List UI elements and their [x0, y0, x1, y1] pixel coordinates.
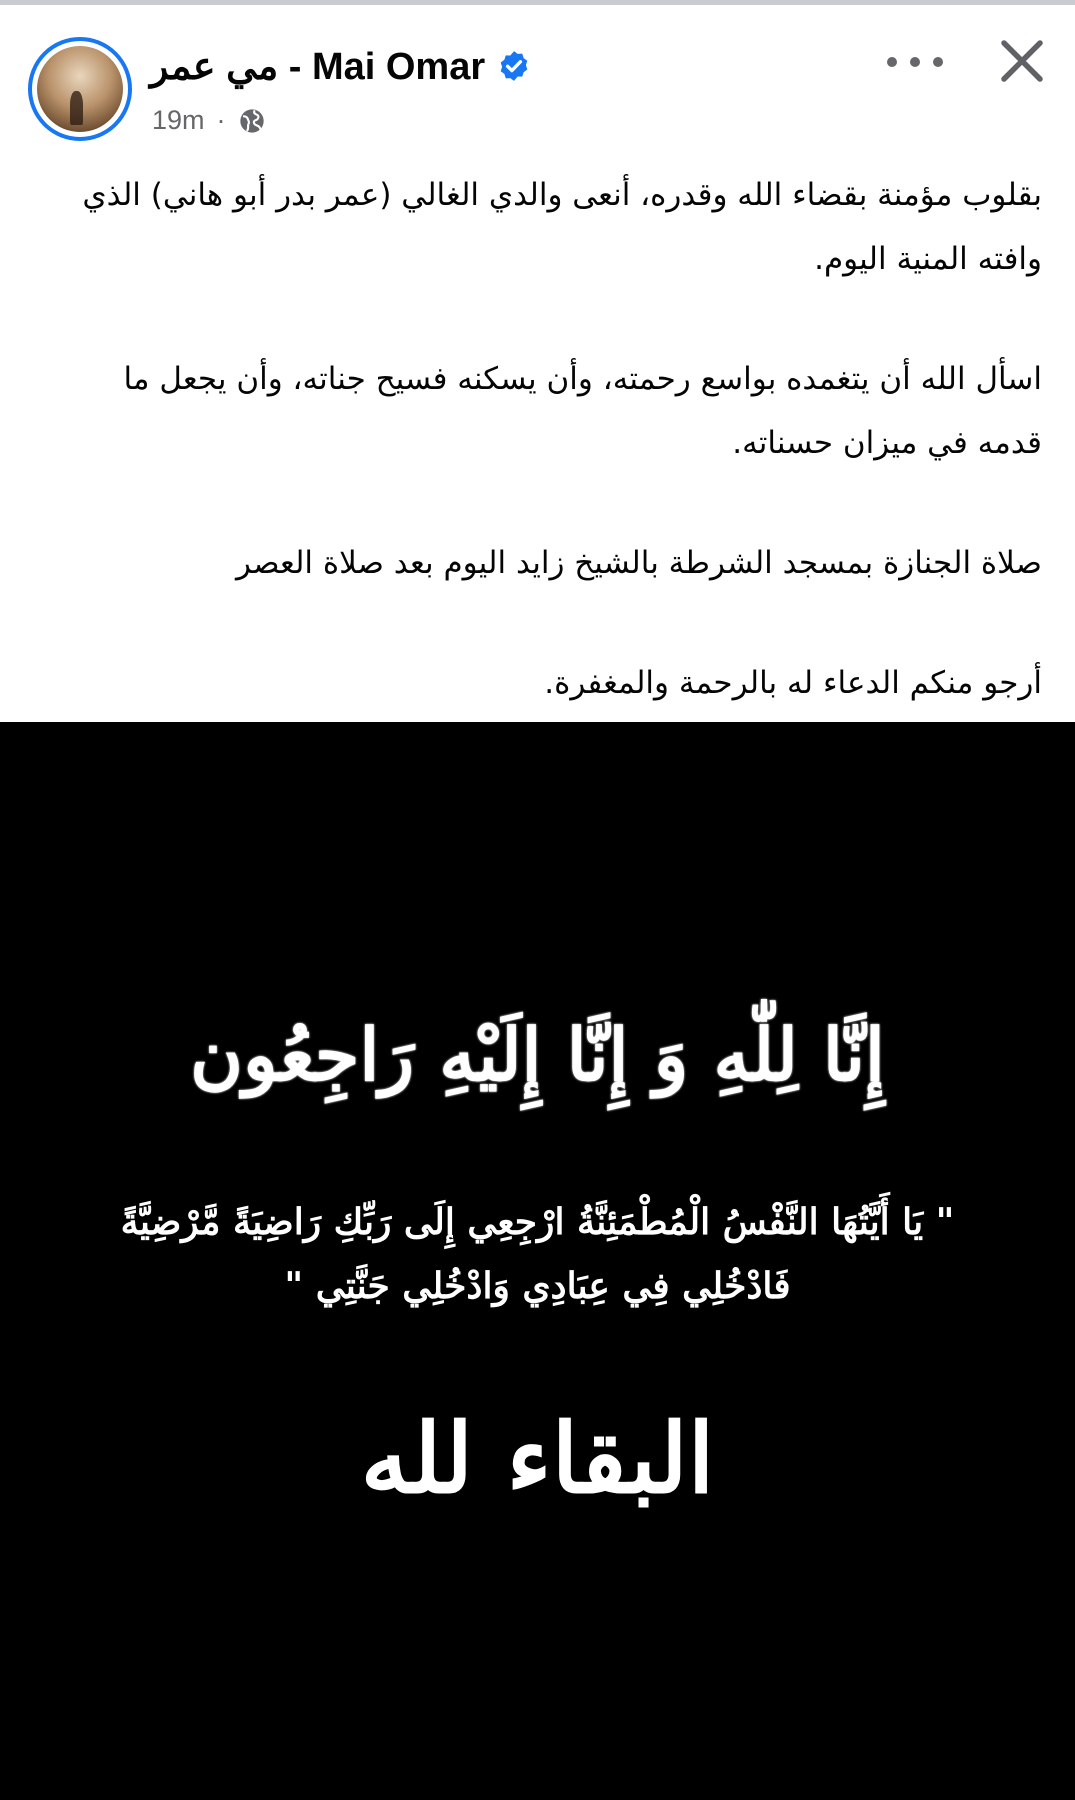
- page-name[interactable]: مي عمر - Mai Omar: [150, 45, 486, 88]
- post-paragraph-funeral-details: صلاة الجنازة بمسجد الشرطة بالشيخ زايد اليوم بعد صلاة العصر: [236, 545, 1042, 581]
- meta-separator: ·: [216, 105, 226, 135]
- post-body: [80, 163, 1042, 771]
- post-paragraph-prayer: اسأل الله أن يتغمده بواسع رحمته، وأن يسكنه فسيح جناته، وأن يجعل ما قدمه في ميزان حسناته.: [123, 361, 1042, 461]
- post-meta: [152, 105, 266, 136]
- condolence-verse-main: إِنَّا لِلّٰهِ وَ إِنَّا إِلَيْهِ رَاجِعُون: [190, 1012, 885, 1097]
- condolence-verse-sub: [0, 1190, 1075, 1318]
- post-image[interactable]: [0, 722, 1075, 1800]
- close-icon[interactable]: [996, 35, 1048, 87]
- post-paragraph-announcement: بقلوب مؤمنة بقضاء الله وقدره، أنعى والدي الغالي (عمر بدر أبو هاني) الذي وافته المنية اليوم.: [82, 177, 1042, 277]
- post-timestamp[interactable]: 19m: [152, 105, 205, 135]
- globe-icon[interactable]: [238, 107, 266, 135]
- verified-badge-icon: [497, 49, 531, 83]
- verse-sub-line-2: فَادْخُلِي فِي عِبَادِي وَادْخُلِي جَنَّتِي ": [284, 1265, 791, 1307]
- profile-photo: [37, 46, 123, 132]
- author-row: [150, 43, 531, 89]
- closing-phrase: البقاء لله: [360, 1402, 715, 1515]
- avatar[interactable]: [28, 37, 132, 141]
- verse-sub-line-1: " يَا أَيَّتُهَا النَّفْسُ الْمُطْمَئِنَّةُ ارْجِعِي إِلَى رَبِّكِ رَاضِيَةً مَّرْضِيَّةً: [120, 1201, 955, 1243]
- post-paragraph-request: أرجو منكم الدعاء له بالرحمة والمغفرة.: [544, 665, 1042, 701]
- post-header: [0, 5, 1075, 145]
- more-options-icon[interactable]: [880, 47, 950, 77]
